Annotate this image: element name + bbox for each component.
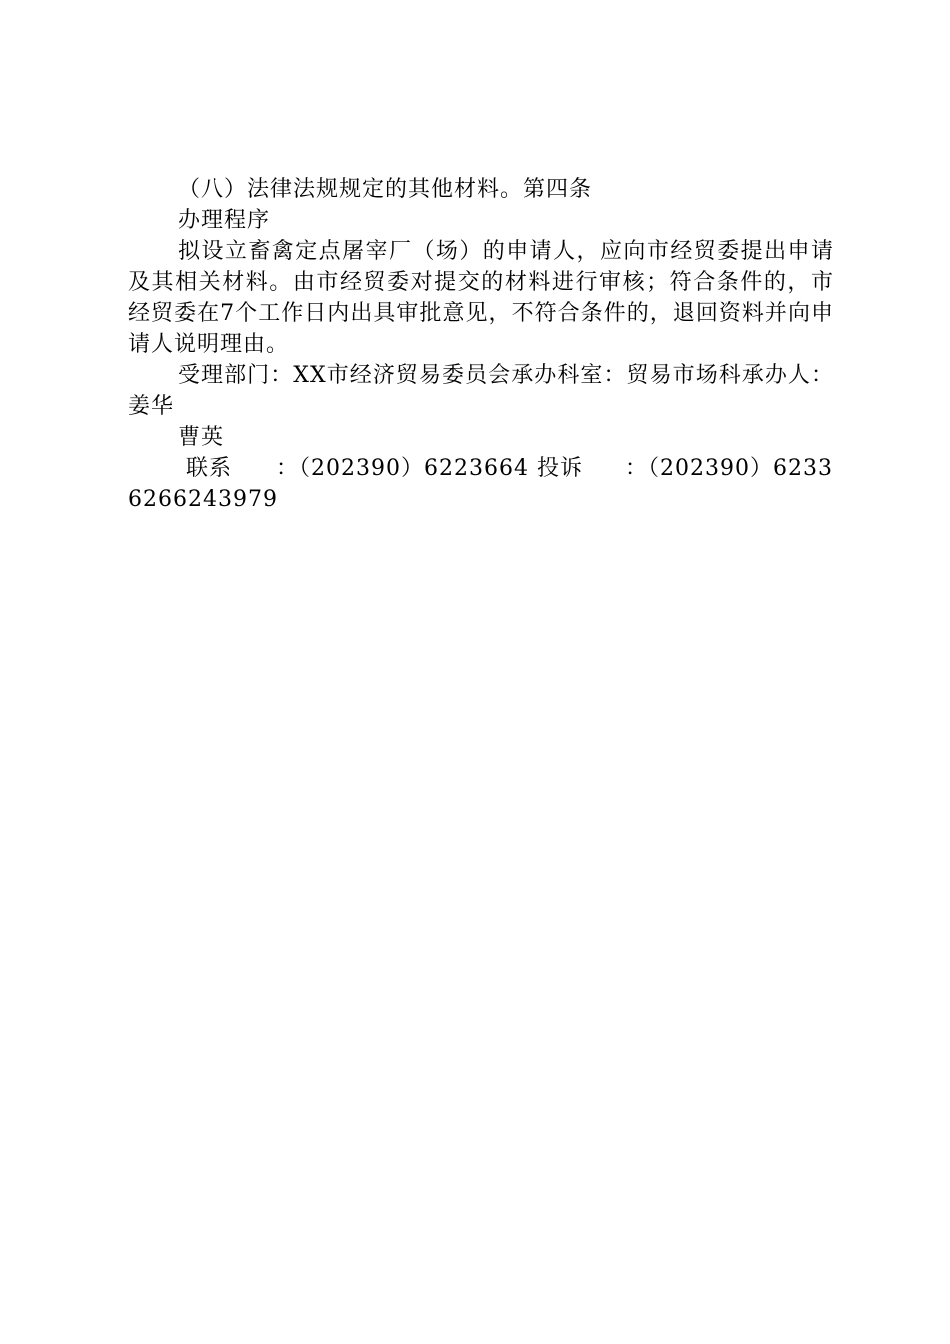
complaint-colon: ： xyxy=(625,456,649,481)
paragraph-heading-procedure: 办理程序 xyxy=(178,208,271,233)
complaint-phone: （202390）62336266243979 xyxy=(128,456,834,512)
paragraph-item-8: （八）法律法规规定的其他材料。第四条 xyxy=(178,177,593,202)
paragraph-procedure-text: 拟设立畜禽定点屠宰厂（场）的申请人，应向市经贸委提出申请及其相关材料。由市经贸委对提交的材料进行审核；符合条件的，市经贸委在7个工作日内出具审批意见，不符合条件的，退回资料并向申请人说明理由。 xyxy=(128,239,834,357)
contact-line xyxy=(128,453,834,515)
contact-phone: （202390）6223664 xyxy=(299,456,529,481)
complaint-label: 投诉 xyxy=(537,456,584,481)
paragraph-officer-2: 曹英 xyxy=(178,425,225,450)
contact-colon: ： xyxy=(276,456,300,481)
paragraph-department: 受理部门：XX市经济贸易委员会承办科室：贸易市场科承办人：姜华 xyxy=(128,363,834,419)
document-body xyxy=(128,174,834,515)
contact-label: 联系 xyxy=(186,456,233,481)
